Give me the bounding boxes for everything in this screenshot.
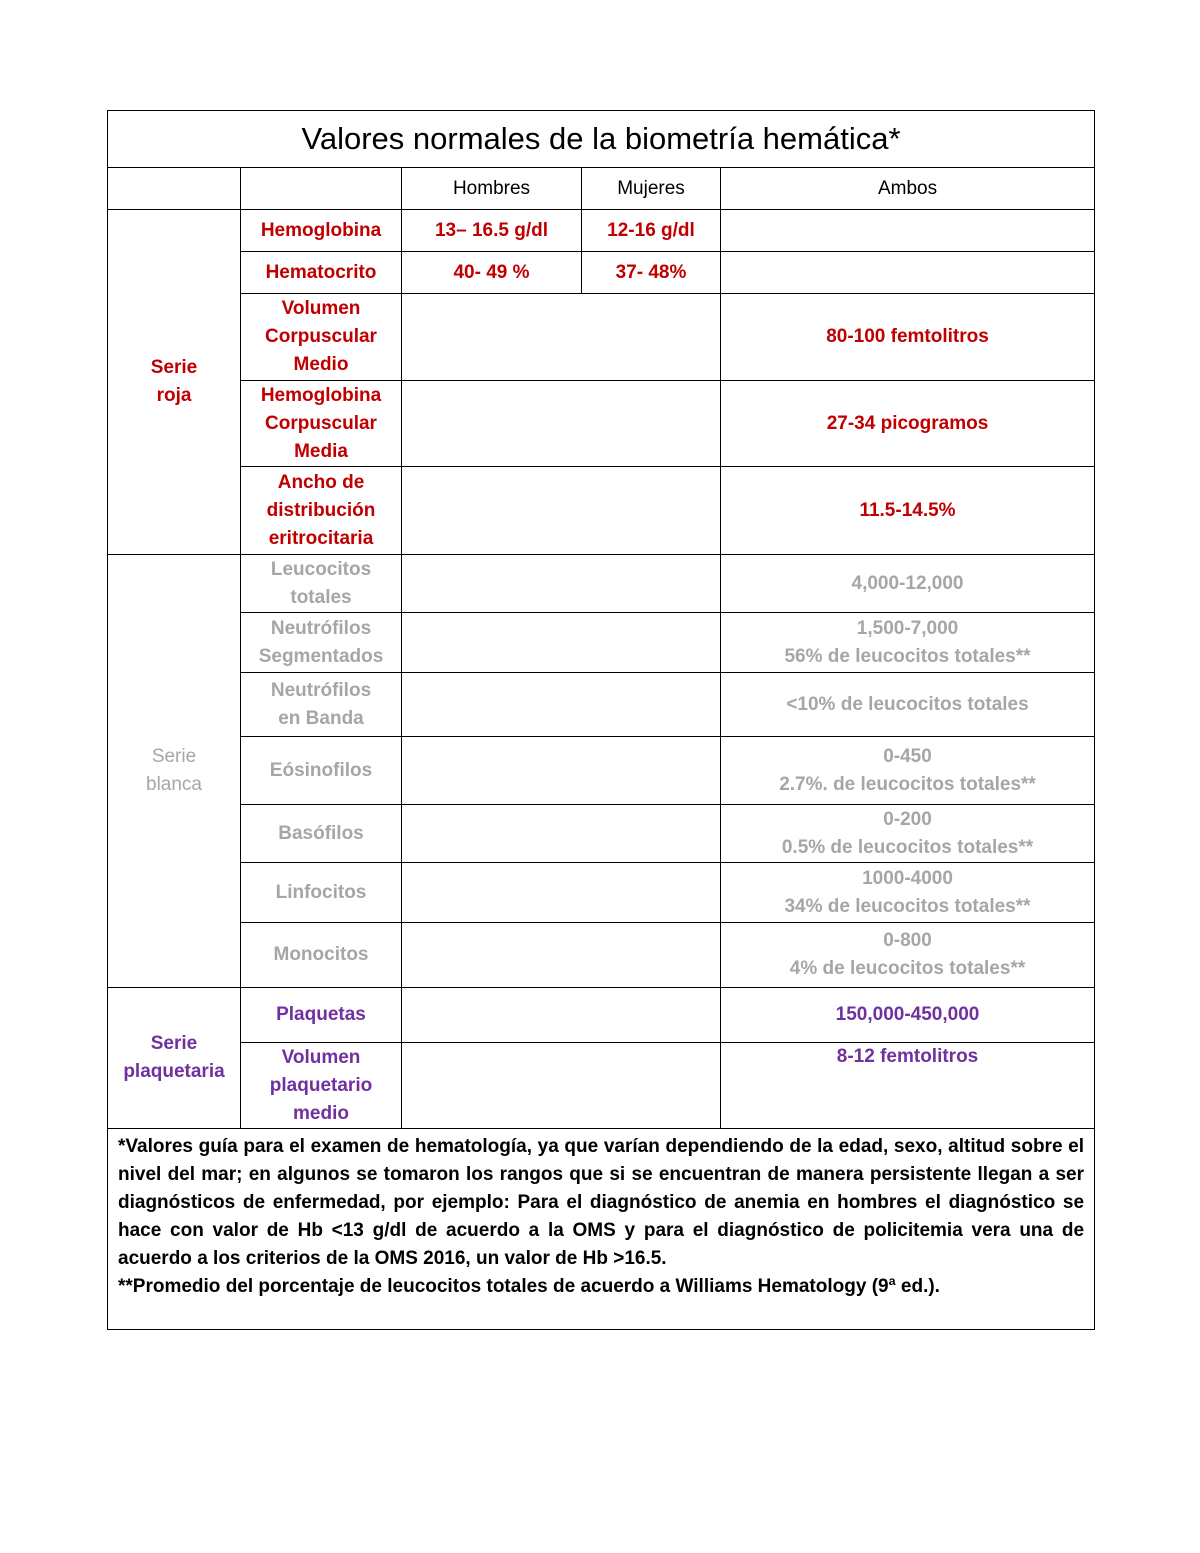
- value-ambos: 4,000-12,000: [721, 555, 1095, 613]
- row-name: Volumen plaquetario medio: [241, 1043, 402, 1129]
- row-name: Leucocitos totales: [241, 555, 402, 613]
- value-mujeres: 12-16 g/dl: [582, 210, 721, 252]
- serie-plaquetaria-label: Serie plaquetaria: [108, 988, 241, 1129]
- row-name: Neutrófilos en Banda: [241, 673, 402, 737]
- value-ambos-percent: 34% de leucocitos totales**: [784, 895, 1031, 917]
- value-ambos-count: 0-200: [883, 808, 932, 830]
- value-ambos: 8-12 femtolitros: [721, 1043, 1095, 1129]
- value-hombres: 40- 49 %: [402, 252, 582, 294]
- header-ambos: Ambos: [721, 168, 1095, 210]
- value-ambos: [721, 613, 1095, 673]
- value-ambos-empty: [721, 252, 1095, 294]
- value-empty: [402, 613, 721, 673]
- row-name: Plaquetas: [241, 988, 402, 1043]
- row-name: Ancho de distribución eritrocitaria: [241, 467, 402, 555]
- value-empty: [402, 923, 721, 988]
- footnotes: [108, 1129, 1095, 1330]
- row-name: Monocitos: [241, 923, 402, 988]
- row-name: Hematocrito: [241, 252, 402, 294]
- value-empty: [402, 381, 721, 467]
- row-name: Eósinofilos: [241, 737, 402, 805]
- value-empty: [402, 737, 721, 805]
- header-empty-1: [108, 168, 241, 210]
- value-ambos-count: 1,500-7,000: [856, 617, 959, 639]
- value-empty: [402, 805, 721, 863]
- row-name: Neutrófilos Segmentados: [241, 613, 402, 673]
- row-name: Linfocitos: [241, 863, 402, 923]
- value-ambos-percent: 2.7%. de leucocitos totales**: [779, 773, 1036, 795]
- value-empty: [402, 555, 721, 613]
- footnote-values-guide: *Valores guía para el examen de hematología, ya que varían dependiendo de la edad, sexo, altitud sobre el nivel del mar; en algunos se tomaron los rangos que si se encuentran de manera persistente llegan a ser diagnósticos de enfermedad, por ejemplo: Para el diagnóstico de anemia en hombres el diagnóstico se hace con valor de Hb <13 g/dl de acuerdo a la OMS y para el diagnóstico de policitemia vera una de acuerdo a los criterios de la OMS 2016, un valor de Hb >16.5.: [118, 1136, 1085, 1269]
- value-ambos-count: 0-800: [883, 930, 932, 951]
- value-ambos: 11.5-14.5%: [721, 467, 1095, 555]
- row-name: Hemoglobina Corpuscular Media: [241, 381, 402, 467]
- value-ambos: [721, 863, 1095, 923]
- value-ambos: [721, 737, 1095, 805]
- value-empty: [402, 467, 721, 555]
- value-ambos-percent: 56% de leucocitos totales**: [784, 645, 1031, 667]
- table-title: Valores normales de la biometría hemática*: [108, 111, 1095, 168]
- header-empty-2: [241, 168, 402, 210]
- value-mujeres: 37- 48%: [582, 252, 721, 294]
- footnote-average-percent: **Promedio del porcentaje de leucocitos totales de acuerdo a Williams Hematology (9ª ed.).: [118, 1276, 940, 1297]
- row-name: Basófilos: [241, 805, 402, 863]
- value-ambos: [721, 923, 1095, 988]
- value-ambos-percent: 0.5% de leucocitos totales**: [781, 836, 1034, 858]
- header-hombres: Hombres: [402, 168, 582, 210]
- value-hombres: 13– 16.5 g/dl: [402, 210, 582, 252]
- value-ambos-count: 0-450: [883, 745, 932, 767]
- value-ambos-percent: 4% de leucocitos totales**: [789, 958, 1026, 979]
- row-name: Volumen Corpuscular Medio: [241, 294, 402, 381]
- value-empty: [402, 294, 721, 381]
- value-empty: [402, 1043, 721, 1129]
- header-mujeres: Mujeres: [582, 168, 721, 210]
- value-empty: [402, 988, 721, 1043]
- row-name: Hemoglobina: [241, 210, 402, 252]
- value-ambos-count: 1000-4000: [862, 867, 953, 889]
- value-ambos: <10% de leucocitos totales: [721, 673, 1095, 737]
- value-ambos: [721, 805, 1095, 863]
- value-ambos: 80-100 femtolitros: [721, 294, 1095, 381]
- hematic-values-table: [107, 110, 1095, 1330]
- value-ambos: 27-34 picogramos: [721, 381, 1095, 467]
- serie-blanca-label: Serie blanca: [108, 555, 241, 988]
- value-empty: [402, 863, 721, 923]
- value-ambos-empty: [721, 210, 1095, 252]
- serie-roja-label: Serie roja: [108, 210, 241, 555]
- value-empty: [402, 673, 721, 737]
- value-ambos: 150,000-450,000: [721, 988, 1095, 1043]
